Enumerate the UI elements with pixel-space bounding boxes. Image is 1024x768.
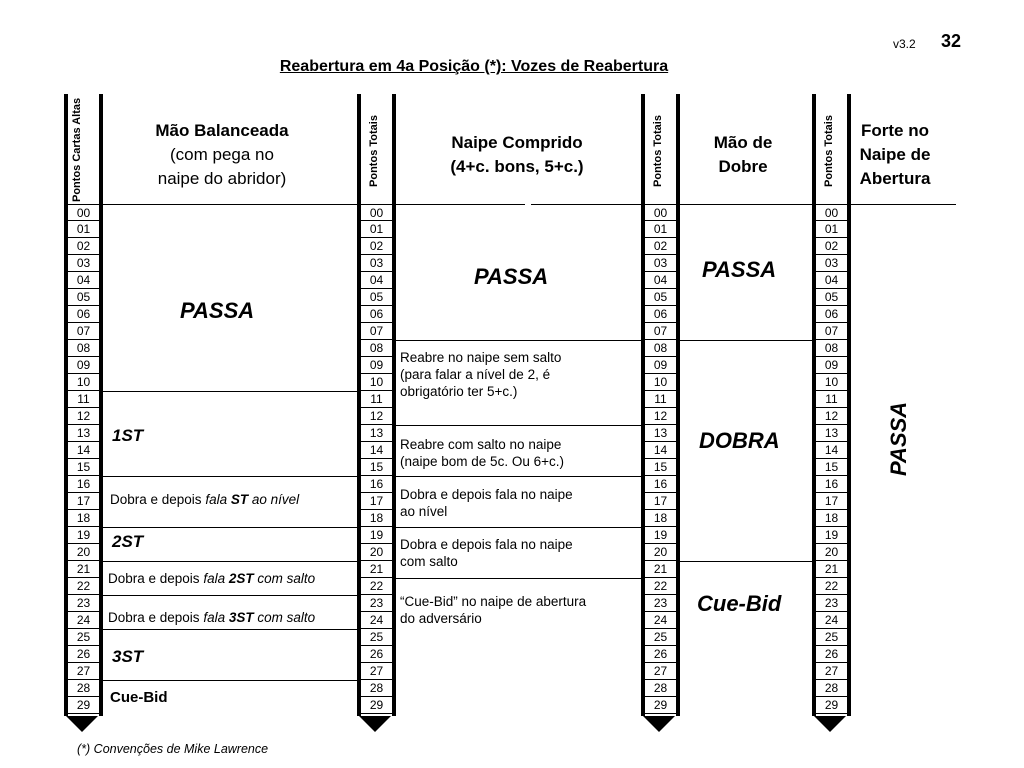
header-double-hand	[681, 131, 805, 179]
scale-row: 16	[68, 476, 99, 493]
scale-row: 13	[645, 425, 676, 442]
scale-row: 23	[68, 595, 99, 612]
scale-row: 02	[361, 238, 392, 255]
scale-row: 28	[361, 680, 392, 697]
divider	[531, 204, 641, 205]
scale-row: 19	[645, 527, 676, 544]
text-line: “Cue-Bid” no naipe de abertura	[400, 594, 587, 609]
text: Dobra e depois	[110, 492, 206, 507]
scale-row: 06	[645, 306, 676, 323]
long-suit-cuebid	[400, 593, 586, 627]
scale-row: 19	[816, 527, 847, 544]
scale-arrow-4-icon	[814, 716, 846, 732]
text-line: do adversário	[400, 611, 482, 626]
double-hand-dobra: DOBRA	[699, 428, 780, 453]
text-line: (naipe bom de 5c. Ou 6+c.)	[400, 454, 564, 469]
header-double-hand-line-1: Mão de	[713, 133, 773, 152]
scale-row: 29	[816, 697, 847, 714]
scale-row: 09	[645, 357, 676, 374]
scale-row: 10	[68, 374, 99, 391]
scale-row: 17	[68, 493, 99, 510]
header-strong-suit-line-1: Forte no	[861, 121, 929, 140]
header-balanced	[104, 119, 340, 191]
balanced-dobra-2st	[108, 570, 315, 587]
scale-row: 23	[361, 595, 392, 612]
scale-row: 17	[645, 493, 676, 510]
scale-row: 27	[816, 663, 847, 680]
scale-row: 07	[816, 323, 847, 340]
text-line: com salto	[400, 554, 458, 569]
divider	[103, 476, 357, 477]
scale-row: 22	[68, 578, 99, 595]
divider	[851, 204, 956, 205]
scale-row: 00	[816, 204, 847, 221]
scale-bar-3-right	[676, 94, 680, 716]
scale-row: 08	[361, 340, 392, 357]
header-balanced-line-1: Mão Balanceada	[155, 121, 289, 140]
scale-row: 14	[645, 442, 676, 459]
scale-row: 21	[816, 561, 847, 578]
divider	[396, 340, 641, 341]
text: fala	[203, 610, 229, 625]
long-suit-dobra-nivel	[400, 486, 573, 520]
scale-row: 24	[361, 612, 392, 629]
balanced-passa: PASSA	[180, 298, 255, 323]
scale-row: 14	[816, 442, 847, 459]
scale-label-4: Pontos Totais	[823, 115, 835, 187]
divider	[103, 629, 357, 630]
scale-row: 22	[645, 578, 676, 595]
scale-row: 24	[68, 612, 99, 629]
scale-row: 00	[68, 204, 99, 221]
header-strong-suit-line-3: Abertura	[859, 169, 931, 188]
scale-row: 13	[68, 425, 99, 442]
scale-row: 14	[68, 442, 99, 459]
scale-row: 09	[816, 357, 847, 374]
scale-row: 05	[361, 289, 392, 306]
text-line: obrigatório ter 5+c.)	[400, 384, 518, 399]
long-suit-passa: PASSA	[474, 264, 549, 289]
text: com salto	[253, 571, 316, 586]
scale-row: 03	[645, 255, 676, 272]
scale-row: 05	[68, 289, 99, 306]
double-hand-passa: PASSA	[702, 257, 777, 282]
divider	[396, 204, 525, 205]
scale-row: 24	[816, 612, 847, 629]
scale-bar-1-right	[99, 94, 103, 716]
text: com salto	[253, 610, 316, 625]
text: ST	[230, 492, 249, 507]
divider	[103, 595, 357, 596]
header-strong-suit	[850, 119, 940, 191]
text-line: (para falar a nível de 2, é	[400, 367, 551, 382]
scale-row: 01	[361, 221, 392, 238]
scale-row: 25	[816, 629, 847, 646]
scale-row: 18	[68, 510, 99, 527]
scale-row: 15	[361, 459, 392, 476]
scale-row: 25	[361, 629, 392, 646]
scale-row: 21	[68, 561, 99, 578]
scale-row: 06	[68, 306, 99, 323]
text-line: ao nível	[400, 504, 448, 519]
scale-row: 17	[361, 493, 392, 510]
scale-row: 20	[68, 544, 99, 561]
scale-row: 07	[645, 323, 676, 340]
balanced-1st: 1ST	[112, 426, 144, 445]
scale-row: 25	[645, 629, 676, 646]
scale-row: 22	[361, 578, 392, 595]
scale-row: 14	[361, 442, 392, 459]
balanced-dobra-3st	[108, 609, 315, 626]
scale-row: 13	[361, 425, 392, 442]
scale-row: 27	[361, 663, 392, 680]
scale-row: 11	[645, 391, 676, 408]
scale-row: 13	[816, 425, 847, 442]
divider	[680, 340, 812, 341]
scale-row: 02	[816, 238, 847, 255]
scale-row: 19	[361, 527, 392, 544]
scale-row: 01	[816, 221, 847, 238]
scale-row: 20	[361, 544, 392, 561]
scale-row: 04	[816, 272, 847, 289]
scale-row: 10	[361, 374, 392, 391]
header-strong-suit-line-2: Naipe de	[859, 145, 931, 164]
scale-row: 26	[645, 646, 676, 663]
scale-row: 25	[68, 629, 99, 646]
scale-row: 16	[816, 476, 847, 493]
text: ao nível	[248, 492, 300, 507]
divider	[103, 204, 357, 205]
scale-row: 16	[361, 476, 392, 493]
text-line: Reabre no naipe sem salto	[400, 350, 562, 365]
scale-arrow-2-icon	[359, 716, 391, 732]
divider	[680, 204, 812, 205]
page-number: 32	[941, 31, 962, 51]
scale-row: 01	[68, 221, 99, 238]
scale-row: 24	[645, 612, 676, 629]
scale-row: 11	[361, 391, 392, 408]
scale-row: 08	[816, 340, 847, 357]
divider	[396, 425, 641, 426]
scale-row: 03	[361, 255, 392, 272]
scale-row: 07	[68, 323, 99, 340]
scale-row: 15	[645, 459, 676, 476]
scale-row: 04	[68, 272, 99, 289]
scale-row: 02	[645, 238, 676, 255]
scale-row: 03	[68, 255, 99, 272]
balanced-dobra-st	[110, 491, 299, 508]
scale-row: 27	[68, 663, 99, 680]
scale-row: 18	[361, 510, 392, 527]
scale-row: 29	[361, 697, 392, 714]
scale-row: 06	[361, 306, 392, 323]
scale-row: 00	[645, 204, 676, 221]
divider	[396, 578, 641, 579]
scale-row: 20	[645, 544, 676, 561]
header-long-suit	[397, 131, 637, 179]
scale-row: 21	[645, 561, 676, 578]
long-suit-reabre-sem-salto	[400, 349, 561, 400]
version-label: v3.2	[893, 37, 916, 51]
scale-row: 12	[68, 408, 99, 425]
scale-row: 01	[645, 221, 676, 238]
scale-row: 05	[645, 289, 676, 306]
scale-bar-2-right	[392, 94, 396, 716]
header-double-hand-line-2: Dobre	[718, 157, 768, 176]
divider	[680, 561, 812, 562]
header-long-suit-line-2: (4+c. bons, 5+c.)	[450, 157, 584, 176]
text: 3ST	[228, 610, 254, 625]
scale-row: 15	[68, 459, 99, 476]
scale-label-1: Pontos Cartas Altas	[71, 97, 83, 202]
scale-row: 07	[361, 323, 392, 340]
scale-row: 08	[645, 340, 676, 357]
scale-row: 26	[816, 646, 847, 663]
text-line: Dobra e depois fala no naipe	[400, 537, 573, 552]
scale-row: 09	[68, 357, 99, 374]
text-line: Reabre com salto no naipe	[400, 437, 562, 452]
scale-row: 22	[816, 578, 847, 595]
scale-row: 11	[816, 391, 847, 408]
scale-row: 10	[816, 374, 847, 391]
scale-row: 12	[645, 408, 676, 425]
scale-row: 29	[68, 697, 99, 714]
scale-arrow-1-icon	[66, 716, 98, 732]
scale-row: 26	[361, 646, 392, 663]
scale-row: 06	[816, 306, 847, 323]
scale-row: 05	[816, 289, 847, 306]
scale-row: 17	[816, 493, 847, 510]
scale-row: 09	[361, 357, 392, 374]
scale-row: 20	[816, 544, 847, 561]
text: Dobra e depois	[108, 610, 204, 625]
balanced-3st: 3ST	[112, 647, 144, 666]
scale-row: 18	[816, 510, 847, 527]
divider	[103, 527, 357, 528]
scale-row: 15	[816, 459, 847, 476]
scale-row: 28	[68, 680, 99, 697]
divider	[103, 680, 357, 681]
scale-label-2: Pontos Totais	[368, 115, 380, 187]
page-title: Reabertura em 4a Posição (*): Vozes de Reabertura	[279, 58, 669, 75]
scale-row: 12	[816, 408, 847, 425]
scale-row: 00	[361, 204, 392, 221]
scale-row: 16	[645, 476, 676, 493]
text: fala	[205, 492, 231, 507]
text-line: Dobra e depois fala no naipe	[400, 487, 573, 502]
scale-row: 23	[645, 595, 676, 612]
scale-arrow-3-icon	[643, 716, 675, 732]
scale-row: 04	[645, 272, 676, 289]
scale-row: 18	[645, 510, 676, 527]
scale-row: 03	[816, 255, 847, 272]
scale-row: 26	[68, 646, 99, 663]
long-suit-dobra-salto	[400, 536, 573, 570]
text: 2ST	[228, 571, 254, 586]
scale-row: 10	[645, 374, 676, 391]
text: Dobra e depois	[108, 571, 204, 586]
divider	[396, 476, 641, 477]
divider	[103, 391, 357, 392]
scale-row: 02	[68, 238, 99, 255]
divider	[103, 561, 357, 562]
text: fala	[203, 571, 229, 586]
footnote: (*) Convenções de Mike Lawrence	[77, 742, 269, 756]
scale-row: 19	[68, 527, 99, 544]
scale-row: 29	[645, 697, 676, 714]
balanced-2st: 2ST	[112, 532, 144, 551]
scale-row: 11	[68, 391, 99, 408]
double-hand-cuebid: Cue-Bid	[697, 591, 782, 616]
scale-row: 27	[645, 663, 676, 680]
scale-row: 04	[361, 272, 392, 289]
scale-row: 21	[361, 561, 392, 578]
header-long-suit-line-1: Naipe Comprido	[451, 133, 583, 152]
strong-suit-passa: PASSA	[886, 401, 911, 476]
scale-row: 28	[816, 680, 847, 697]
scale-row: 12	[361, 408, 392, 425]
divider	[396, 527, 641, 528]
long-suit-reabre-com-salto	[400, 436, 564, 470]
scale-row: 28	[645, 680, 676, 697]
header-balanced-line-3: naipe do abridor)	[157, 169, 287, 188]
scale-row: 08	[68, 340, 99, 357]
scale-label-3: Pontos Totais	[652, 115, 664, 187]
header-balanced-line-2: (com pega no	[170, 145, 274, 164]
balanced-cuebid: Cue-Bid	[110, 689, 168, 706]
scale-row: 23	[816, 595, 847, 612]
